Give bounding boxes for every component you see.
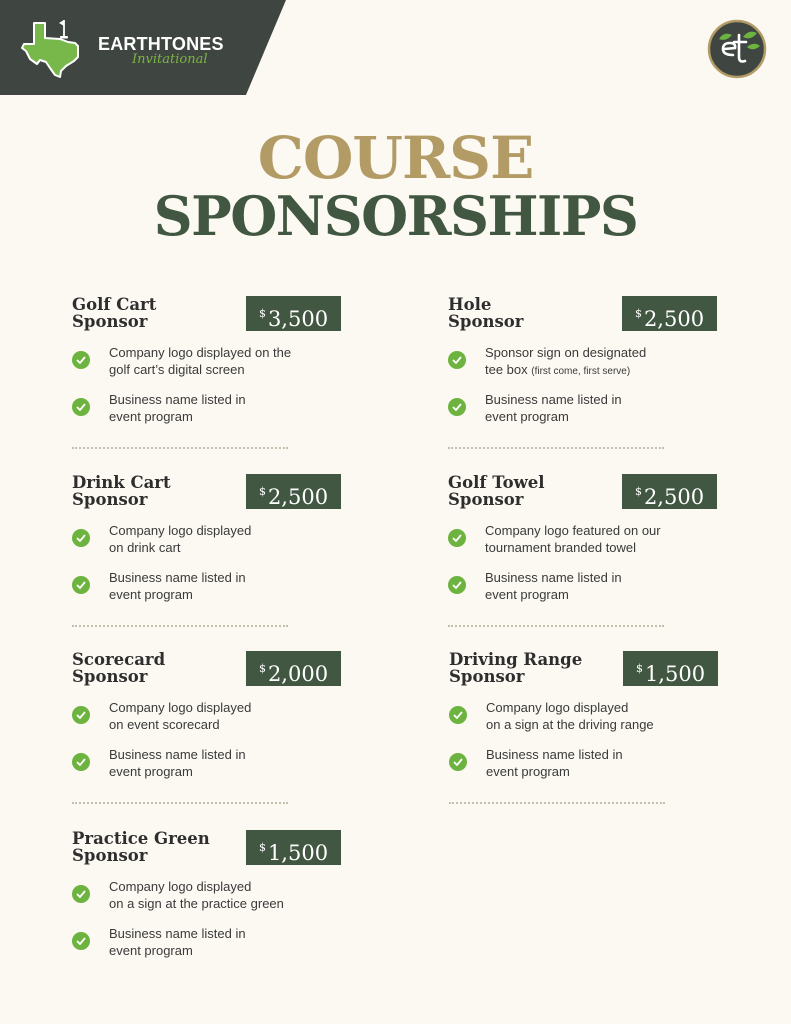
sponsorship-name-line1: Drink Cart xyxy=(72,473,171,492)
check-circle-icon xyxy=(449,753,467,771)
sponsorship-card-practice-green xyxy=(72,830,342,970)
price-amount: 2,000 xyxy=(267,662,329,686)
check-circle-icon xyxy=(72,351,90,369)
check-circle-icon xyxy=(72,529,90,547)
check-circle-icon xyxy=(448,576,466,594)
benefit-text-main: Business name listed in event program xyxy=(485,570,622,602)
benefit-text xyxy=(109,925,349,961)
currency-symbol: $ xyxy=(634,307,642,320)
sponsorship-name xyxy=(449,651,619,685)
price-amount: 2,500 xyxy=(643,485,705,509)
dotted-divider xyxy=(72,625,288,627)
sponsorship-card-golf-cart xyxy=(72,296,342,456)
sponsorship-name-line1: Scorecard xyxy=(72,650,166,669)
price-amount: 2,500 xyxy=(267,485,329,509)
sponsorship-card-scorecard xyxy=(72,651,342,811)
dotted-divider xyxy=(72,802,288,804)
benefit-text xyxy=(109,522,349,558)
sponsorship-name xyxy=(72,296,242,330)
benefit-text-main: Company logo displayed on a sign at the driving range xyxy=(486,700,654,732)
benefit-text-main: Business name listed in event program xyxy=(109,392,246,424)
benefit-text-main: Business name listed in event program xyxy=(109,926,246,958)
benefit-text xyxy=(109,344,349,380)
sponsorship-name-line2: Sponsor xyxy=(72,490,148,509)
benefit-text-main: Business name listed in event program xyxy=(109,747,246,779)
dotted-divider xyxy=(448,447,664,449)
price-amount: 1,500 xyxy=(644,662,706,686)
benefit-text-main: Company logo displayed on event scorecard xyxy=(109,700,252,732)
currency-symbol: $ xyxy=(258,841,266,854)
sponsorship-name-line2: Sponsor xyxy=(72,312,148,331)
benefit-text xyxy=(109,569,349,605)
currency-symbol: $ xyxy=(258,662,266,675)
sponsorship-name-line2: Sponsor xyxy=(72,846,148,865)
page-title-line2: SPONSORSHIPS xyxy=(153,184,638,248)
benefit-text xyxy=(485,569,725,605)
sponsorship-name-line2: Sponsor xyxy=(449,667,525,686)
sponsorship-name-line1: Golf Cart xyxy=(72,295,157,314)
benefit-text xyxy=(109,746,349,782)
texas-golf-flag-icon xyxy=(20,17,84,79)
sponsorship-card-hole xyxy=(448,296,718,456)
benefit-text xyxy=(109,878,349,914)
sponsorship-name xyxy=(72,651,242,685)
benefit-text xyxy=(485,344,725,380)
check-circle-icon xyxy=(448,351,466,369)
currency-symbol: $ xyxy=(634,485,642,498)
price-badge xyxy=(246,830,341,865)
check-circle-icon xyxy=(449,706,467,724)
sponsorship-name-line1: Driving Range xyxy=(449,650,583,669)
currency-symbol: $ xyxy=(258,307,266,320)
price-badge xyxy=(622,474,717,509)
benefit-text xyxy=(485,391,725,427)
benefit-text xyxy=(485,522,725,558)
sponsorship-name-line1: Hole xyxy=(448,295,492,314)
benefit-text-main: Company logo displayed on the golf cart’s digital screen xyxy=(109,345,292,377)
sponsorship-card-golf-towel xyxy=(448,474,718,634)
sponsorship-name xyxy=(72,474,242,508)
sponsorship-name-line1: Golf Towel xyxy=(448,473,545,492)
sponsorship-name xyxy=(448,296,618,330)
sponsorship-name xyxy=(448,474,618,508)
check-circle-icon xyxy=(72,576,90,594)
benefit-text xyxy=(486,699,726,735)
benefit-text xyxy=(486,746,726,782)
sponsorship-card-driving-range xyxy=(449,651,719,811)
sponsorship-card-drink-cart xyxy=(72,474,342,634)
check-circle-icon xyxy=(72,753,90,771)
dotted-divider xyxy=(448,625,664,627)
sponsorship-name xyxy=(72,830,242,864)
benefit-text xyxy=(109,391,349,427)
benefit-text-main: Company logo featured on our tournament branded towel xyxy=(485,523,661,555)
check-circle-icon xyxy=(448,398,466,416)
sponsorship-name-line2: Sponsor xyxy=(448,490,524,509)
benefit-text-main: Business name listed in event program xyxy=(486,747,623,779)
sponsorship-name-line1: Practice Green xyxy=(72,829,210,848)
currency-symbol: $ xyxy=(635,662,643,675)
check-circle-icon xyxy=(72,706,90,724)
check-circle-icon xyxy=(72,932,90,950)
et-leaf-logo-icon xyxy=(707,19,767,79)
price-badge xyxy=(246,474,341,509)
check-circle-icon xyxy=(448,529,466,547)
benefit-text-main: Company logo displayed on drink cart xyxy=(109,523,252,555)
check-circle-icon xyxy=(72,885,90,903)
price-badge xyxy=(622,296,717,331)
check-circle-icon xyxy=(72,398,90,416)
page-title-line1: COURSE xyxy=(257,124,534,192)
price-badge xyxy=(246,651,341,686)
brand-lockup xyxy=(98,35,224,67)
brand-subtitle: Invitational xyxy=(132,52,208,67)
benefit-text-main: Business name listed in event program xyxy=(485,392,622,424)
sponsorship-name-line2: Sponsor xyxy=(72,667,148,686)
benefit-text-main: Sponsor sign on designated tee box xyxy=(485,345,647,377)
price-badge xyxy=(623,651,718,686)
dotted-divider xyxy=(72,447,288,449)
price-amount: 2,500 xyxy=(643,307,705,331)
benefit-note: (first come, first serve) xyxy=(531,366,631,377)
brand-name: EARTHTONES xyxy=(98,34,224,54)
price-amount: 3,500 xyxy=(267,307,329,331)
currency-symbol: $ xyxy=(258,485,266,498)
benefit-text xyxy=(109,699,349,735)
benefit-text-main: Business name listed in event program xyxy=(109,570,246,602)
price-amount: 1,500 xyxy=(267,841,329,865)
price-badge xyxy=(246,296,341,331)
benefit-text-main: Company logo displayed on a sign at the practice green xyxy=(109,879,284,911)
dotted-divider xyxy=(449,802,665,804)
sponsorship-name-line2: Sponsor xyxy=(448,312,524,331)
